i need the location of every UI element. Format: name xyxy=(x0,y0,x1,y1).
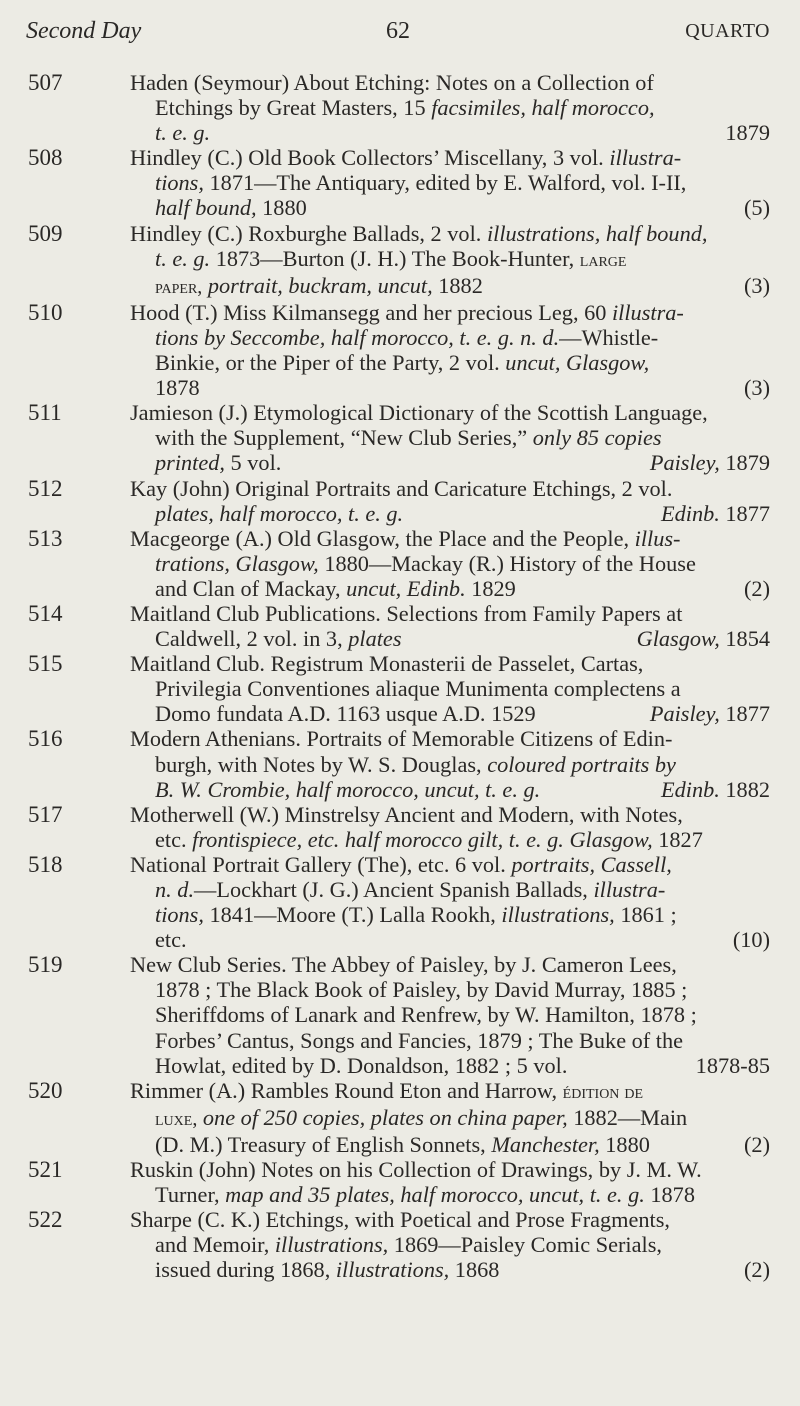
text-segment: New Club Series. The Abbey of Paisley, by J. Cameron Lees, xyxy=(130,952,677,978)
running-head-day: Second Day xyxy=(26,18,142,44)
text-segment: Privilegia Conventiones aliaque Munimenta complectens a xyxy=(155,676,681,702)
italic-text: illustrations, xyxy=(335,1257,450,1283)
small-caps-text: luxe, xyxy=(155,1107,198,1130)
lot-description-line xyxy=(130,952,770,977)
italic-text: portraits, Cassell, xyxy=(511,851,672,877)
lot-entry xyxy=(0,1157,800,1207)
right-aligned-note xyxy=(725,120,770,145)
text-segment: 5 vol. xyxy=(224,450,282,476)
lot-number: 513 xyxy=(28,525,63,551)
lot-entry xyxy=(0,651,800,726)
lot-description-line xyxy=(130,425,770,450)
lot-description-line xyxy=(130,350,770,375)
italic-text: n. d. xyxy=(155,877,195,902)
lot-list xyxy=(0,70,800,1283)
date-or-volume-count: (2) xyxy=(744,575,770,601)
lot-entry xyxy=(0,476,800,526)
italic-text: coloured portraits by xyxy=(487,751,676,777)
place-of-publication: Glasgow, xyxy=(636,626,720,652)
date-or-volume-count: 1877 xyxy=(719,701,770,727)
italic-text: illustrations, half bound, xyxy=(486,220,708,246)
italic-text: illus- xyxy=(634,525,681,551)
lot-number: 515 xyxy=(28,651,63,677)
text-segment: Jamieson (J.) Etymological Dictionary of the Scottish Language, xyxy=(130,400,708,426)
text-segment: Modern Athenians. Portraits of Memorable Citizens of Edin- xyxy=(130,726,673,752)
page-header xyxy=(26,14,770,48)
text-segment: 1882 xyxy=(432,272,483,298)
date-or-volume-count: (2) xyxy=(744,1257,770,1283)
text-segment: Sharpe (C. K.) Etchings, with Poetical and Prose Fragments, xyxy=(130,1207,670,1233)
lot-entry xyxy=(0,70,800,145)
date-or-volume-count: 1879 xyxy=(725,120,770,146)
date-or-volume-count: 1877 xyxy=(719,500,770,526)
italic-text: only 85 copies xyxy=(532,425,662,451)
lot-entry xyxy=(0,1207,800,1282)
lot-description-line xyxy=(130,1053,770,1078)
text-segment: Rimmer (A.) Rambles Round Eton and Harrow, xyxy=(130,1077,563,1103)
text-segment: Ruskin (John) Notes on his Collection of Drawings, by J. M. W. xyxy=(130,1157,702,1183)
lot-number: 520 xyxy=(28,1077,63,1103)
right-aligned-note xyxy=(744,576,770,601)
lot-description-line xyxy=(130,852,770,877)
lot-entry xyxy=(0,400,800,475)
right-aligned-note xyxy=(744,273,770,298)
right-aligned-note xyxy=(733,927,770,952)
text-segment: Sheriffdoms of Lanark and Renfrew, by W. Hamilton, 1878 ; xyxy=(155,1002,697,1028)
text-segment: Forbes’ Cantus, Songs and Fancies, 1879 ; The Buke of the xyxy=(155,1027,684,1053)
italic-text: trations, Glasgow, xyxy=(155,550,319,576)
text-segment: 1871—The Antiquary, edited by E. Walford, vol. I-II, xyxy=(203,170,687,196)
text-segment: 1868 xyxy=(449,1257,500,1283)
lot-description-line xyxy=(130,400,770,425)
lot-description-line xyxy=(130,273,770,300)
italic-text: t. e. g. xyxy=(155,245,211,271)
lot-description-line xyxy=(130,70,770,95)
text-segment: 1869—Paisley Comic Serials, xyxy=(388,1232,662,1258)
italic-text: one of 250 copies, plates on china paper, xyxy=(202,1104,568,1130)
date-or-volume-count: (5) xyxy=(744,195,770,221)
right-aligned-note xyxy=(744,1132,770,1157)
text-segment: with the Supplement, “New Club Series,” xyxy=(155,425,533,451)
text-segment: 1880 xyxy=(599,1131,650,1157)
lot-number: 509 xyxy=(28,220,63,246)
date-or-volume-count: (3) xyxy=(744,375,770,401)
italic-text: facsimiles, half morocco, xyxy=(431,95,655,121)
lot-number: 521 xyxy=(28,1157,63,1183)
right-aligned-note xyxy=(661,501,770,526)
lot-number: 518 xyxy=(28,851,63,877)
lot-description-line xyxy=(130,626,770,651)
text-segment: Turner, xyxy=(155,1182,226,1208)
date-or-volume-count: 1854 xyxy=(719,626,770,652)
lot-description-line xyxy=(130,476,770,501)
lot-description-line xyxy=(130,246,770,273)
lot-description-line xyxy=(130,651,770,676)
lot-entry xyxy=(0,526,800,601)
text-segment: 1878 xyxy=(155,375,200,401)
text-segment: Hindley (C.) Old Book Collectors’ Miscellany, 3 vol. xyxy=(130,145,610,171)
italic-text: frontispiece, etc. half morocco gilt, t. e. g. Glasgow, xyxy=(192,826,653,852)
lot-number: 522 xyxy=(28,1207,63,1233)
italic-text: plates, half morocco, t. e. g. xyxy=(155,500,404,526)
italic-text: t. e. g. xyxy=(155,120,211,146)
lot-description-line xyxy=(130,676,770,701)
italic-text: tions by Seccombe, half morocco, t. e. g. n. d. xyxy=(155,324,560,350)
text-segment: 1829 xyxy=(465,575,516,601)
italic-text: half bound, xyxy=(155,195,257,221)
lot-description-line xyxy=(130,877,770,902)
small-caps-text: édition de xyxy=(562,1080,644,1103)
lot-description-line xyxy=(130,120,770,145)
date-or-volume-count: (10) xyxy=(732,927,770,953)
place-of-publication: Paisley, xyxy=(649,701,720,727)
right-aligned-note xyxy=(744,1257,770,1282)
lot-description-line xyxy=(130,802,770,827)
text-segment: 1841—Moore (T.) Lalla Rookh, xyxy=(203,902,502,928)
lot-description-line xyxy=(130,927,770,952)
text-segment: 1878 ; The Black Book of Paisley, by David Murray, 1885 ; xyxy=(155,977,688,1003)
lot-number: 519 xyxy=(28,952,63,978)
text-segment: 1882—Main xyxy=(567,1104,688,1130)
date-or-volume-count: (2) xyxy=(744,1131,770,1157)
text-segment: —Whistle- xyxy=(559,324,659,350)
text-segment: Howlat, edited by D. Donaldson, 1882 ; 5 vol. xyxy=(155,1052,568,1078)
lot-entry xyxy=(0,726,800,801)
text-segment: and Memoir, xyxy=(155,1232,275,1258)
text-segment: 1880 xyxy=(256,195,307,221)
right-aligned-note xyxy=(744,195,770,220)
italic-text: portrait, buckram, uncut, xyxy=(207,272,433,298)
lot-entry xyxy=(0,601,800,651)
running-head-format: QUARTO xyxy=(685,20,770,42)
date-or-volume-count: 1878-85 xyxy=(695,1052,770,1078)
right-aligned-note xyxy=(661,777,770,802)
small-caps-text: paper, xyxy=(155,275,203,298)
lot-number: 507 xyxy=(28,70,63,95)
text-segment: Domo fundata A.D. 1163 usque A.D. 1529 xyxy=(155,701,536,727)
text-segment: Hood (T.) Miss Kilmansegg and her precious Leg, 60 xyxy=(130,299,612,325)
italic-text: B. W. Crombie, half morocco, uncut, t. e. g. xyxy=(155,776,541,802)
text-segment: Motherwell (W.) Minstrelsy Ancient and Modern, with Notes, xyxy=(130,801,683,827)
lot-description-line xyxy=(130,1105,770,1132)
italic-text: printed, xyxy=(155,450,225,476)
italic-text: uncut, Glasgow, xyxy=(505,350,650,376)
italic-text: illustrations, xyxy=(501,902,615,928)
lot-description-line xyxy=(130,145,770,170)
lot-entry xyxy=(0,221,800,300)
italic-text: illustra- xyxy=(593,877,666,902)
text-segment: Binkie, or the Piper of the Party, 2 vol. xyxy=(155,350,506,376)
italic-text: illustrations, xyxy=(274,1232,389,1258)
lot-description-line xyxy=(130,1257,770,1282)
lot-description-line xyxy=(130,1207,770,1232)
text-segment: burgh, with Notes by W. S. Douglas, xyxy=(155,751,488,777)
lot-description-line xyxy=(130,752,770,777)
italic-text: tions, xyxy=(155,902,204,928)
lot-description-line xyxy=(130,777,770,802)
lot-description-line xyxy=(130,526,770,551)
lot-description-line xyxy=(130,977,770,1002)
italic-text: illustra- xyxy=(611,299,684,325)
right-aligned-note xyxy=(696,1053,770,1078)
date-or-volume-count: 1879 xyxy=(719,450,770,476)
text-segment: Haden (Seymour) About Etching: Notes on a Collection of xyxy=(130,70,654,95)
page-number: 62 xyxy=(386,18,410,44)
lot-description-line xyxy=(130,601,770,626)
lot-description-line xyxy=(130,1232,770,1257)
lot-description-line xyxy=(130,1078,770,1105)
italic-text: illustra- xyxy=(609,145,682,171)
text-segment: Kay (John) Original Portraits and Caricature Etchings, 2 vol. xyxy=(130,475,673,501)
place-of-publication: Edinb. xyxy=(660,776,720,802)
small-caps-text: large xyxy=(579,248,627,271)
italic-text: Manchester, xyxy=(491,1131,600,1157)
lot-description-line xyxy=(130,827,770,852)
text-segment: Macgeorge (A.) Old Glasgow, the Place and the People, xyxy=(130,525,635,551)
lot-description-line xyxy=(130,1132,770,1157)
lot-entry xyxy=(0,802,800,852)
date-or-volume-count: (3) xyxy=(744,272,770,298)
lot-description-line xyxy=(130,902,770,927)
lot-number: 514 xyxy=(28,600,63,626)
lot-description-line xyxy=(130,170,770,195)
text-segment: Caldwell, 2 vol. in 3, xyxy=(155,626,349,652)
lot-entry xyxy=(0,300,800,400)
text-segment: Etchings by Great Masters, 15 xyxy=(155,95,432,121)
lot-description-line xyxy=(130,1028,770,1053)
lot-description-line xyxy=(130,325,770,350)
lot-number: 517 xyxy=(28,801,63,827)
lot-entry xyxy=(0,145,800,220)
date-or-volume-count: 1882 xyxy=(719,776,770,802)
lot-description-line xyxy=(130,95,770,120)
lot-description-line xyxy=(130,551,770,576)
italic-text: uncut, Edinb. xyxy=(346,575,466,601)
place-of-publication: Edinb. xyxy=(660,500,720,526)
lot-entry xyxy=(0,852,800,952)
text-segment: 1827 xyxy=(652,826,703,852)
lot-number: 510 xyxy=(28,299,63,325)
right-aligned-note xyxy=(650,701,770,726)
text-segment: etc. xyxy=(155,826,193,852)
lot-description-line xyxy=(130,1157,770,1182)
lot-description-line xyxy=(130,576,770,601)
right-aligned-note xyxy=(744,375,770,400)
lot-description-line xyxy=(130,450,770,475)
text-segment: Maitland Club Publications. Selections from Family Papers at xyxy=(130,600,683,626)
text-segment: 1880—Mackay (R.) History of the House xyxy=(318,550,696,576)
lot-description-line xyxy=(130,1182,770,1207)
text-segment: issued during 1868, xyxy=(155,1257,336,1283)
lot-number: 516 xyxy=(28,726,63,752)
italic-text: tions, xyxy=(155,170,204,196)
lot-entry xyxy=(0,1078,800,1157)
lot-description-line xyxy=(130,195,770,220)
text-segment: etc. xyxy=(155,927,187,953)
text-segment: and Clan of Mackay, xyxy=(155,575,347,601)
lot-entry xyxy=(0,952,800,1077)
text-segment: National Portrait Gallery (The), etc. 6 vol. xyxy=(130,851,512,877)
italic-text: plates xyxy=(348,626,402,652)
lot-description-line xyxy=(130,1002,770,1027)
text-segment: (D. M.) Treasury of English Sonnets, xyxy=(155,1131,492,1157)
lot-number: 512 xyxy=(28,475,63,501)
lot-number: 511 xyxy=(28,400,62,426)
place-of-publication: Paisley, xyxy=(649,450,720,476)
text-segment: 1873—Burton (J. H.) The Book-Hunter, xyxy=(210,245,580,271)
right-aligned-note xyxy=(650,450,770,475)
lot-description-line xyxy=(130,221,770,246)
italic-text: map and 35 plates, half morocco, uncut, t. e. g. xyxy=(225,1182,645,1208)
text-segment: Maitland Club. Registrum Monasterii de Passelet, Cartas, xyxy=(130,651,644,677)
text-segment: 1878 xyxy=(644,1182,695,1208)
text-segment: 1861 ; xyxy=(614,902,677,928)
text-segment: Hindley (C.) Roxburghe Ballads, 2 vol. xyxy=(130,220,487,246)
lot-description-line xyxy=(130,726,770,751)
right-aligned-note xyxy=(637,626,770,651)
lot-description-line xyxy=(130,300,770,325)
lot-description-line xyxy=(130,375,770,400)
lot-number: 508 xyxy=(28,145,63,171)
lot-description-line xyxy=(130,701,770,726)
text-segment: —Lockhart (J. G.) Ancient Spanish Ballads, xyxy=(194,877,594,902)
lot-description-line xyxy=(130,501,770,526)
